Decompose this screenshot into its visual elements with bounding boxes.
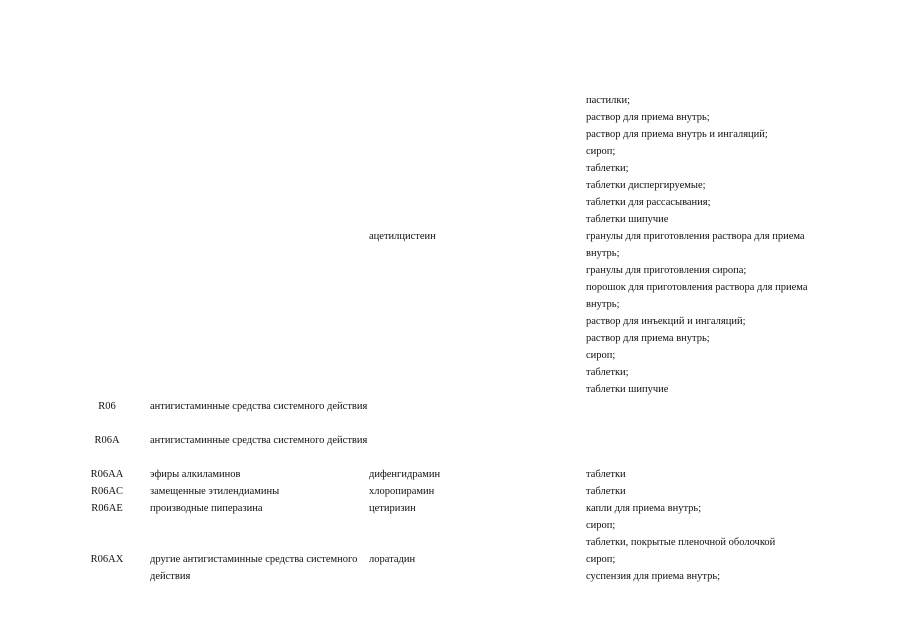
atc-group-name: замещенные этилендиамины [150, 486, 280, 497]
dosage-form: таблетки, покрытые пленочной оболочкой [586, 537, 776, 548]
dosage-form: раствор для приема внутрь; [586, 333, 710, 344]
dosage-form: сироп; [586, 520, 616, 531]
dosage-form: таблетки шипучие [586, 384, 669, 395]
dosage-form: таблетки диспергируемые; [586, 180, 706, 191]
atc-group-name: другие антигистаминные средства системного действия [150, 554, 358, 582]
dosage-form: сироп; [586, 554, 616, 565]
atc-code: R06AX [90, 554, 124, 565]
dosage-form: гранулы для приготовления сиропа; [586, 265, 747, 276]
dosage-form: таблетки [586, 469, 626, 480]
dosage-form: таблетки [586, 486, 626, 497]
dosage-forms [586, 228, 886, 398]
dosage-form: таблетки для рассасывания; [586, 197, 711, 208]
dosage-form: внутрь; [586, 248, 620, 259]
dosage-form: раствор для приема внутрь; [586, 112, 710, 123]
atc-code: R06AA [90, 469, 124, 480]
atc-code: R06AE [91, 503, 123, 514]
atc-code: R06AC [90, 486, 124, 497]
dosage-form: суспензия для приема внутрь; [586, 571, 721, 582]
dosage-forms [586, 92, 886, 228]
dosage-form: порошок для приготовления раствора для приема [586, 282, 808, 293]
drug-name: ацетилцистеин [369, 231, 436, 242]
dosage-form: капли для приема внутрь; [586, 503, 702, 514]
drug-name: хлоропирамин [369, 486, 435, 497]
drug-name: дифенгидрамин [369, 469, 441, 480]
dosage-form: раствор для инъекций и ингаляций; [586, 316, 746, 327]
dosage-form: сироп; [586, 350, 616, 361]
dosage-form: таблетки; [586, 367, 629, 378]
dosage-forms [586, 483, 886, 500]
dosage-form: раствор для приема внутрь и ингаляций; [586, 129, 768, 140]
dosage-forms [586, 466, 886, 483]
drug-name: цетиризин [369, 503, 416, 514]
drug-name: лоратадин [369, 554, 416, 565]
dosage-forms [586, 551, 886, 585]
dosage-form: таблетки шипучие [586, 214, 669, 225]
atc-group-name: эфиры алкиламинов [150, 469, 241, 480]
atc-code: R06 [98, 401, 116, 412]
dosage-form: пастилки; [586, 95, 631, 106]
atc-group-name: антигистаминные средства системного действия [150, 435, 368, 446]
atc-group-name: производные пиперазина [150, 503, 263, 514]
atc-code: R06A [94, 435, 120, 446]
atc-group-name: антигистаминные средства системного действия [150, 401, 368, 412]
dosage-form: гранулы для приготовления раствора для приема [586, 231, 805, 242]
dosage-form: таблетки; [586, 163, 629, 174]
dosage-form: сироп; [586, 146, 616, 157]
dosage-form: внутрь; [586, 299, 620, 310]
dosage-forms [586, 500, 886, 551]
